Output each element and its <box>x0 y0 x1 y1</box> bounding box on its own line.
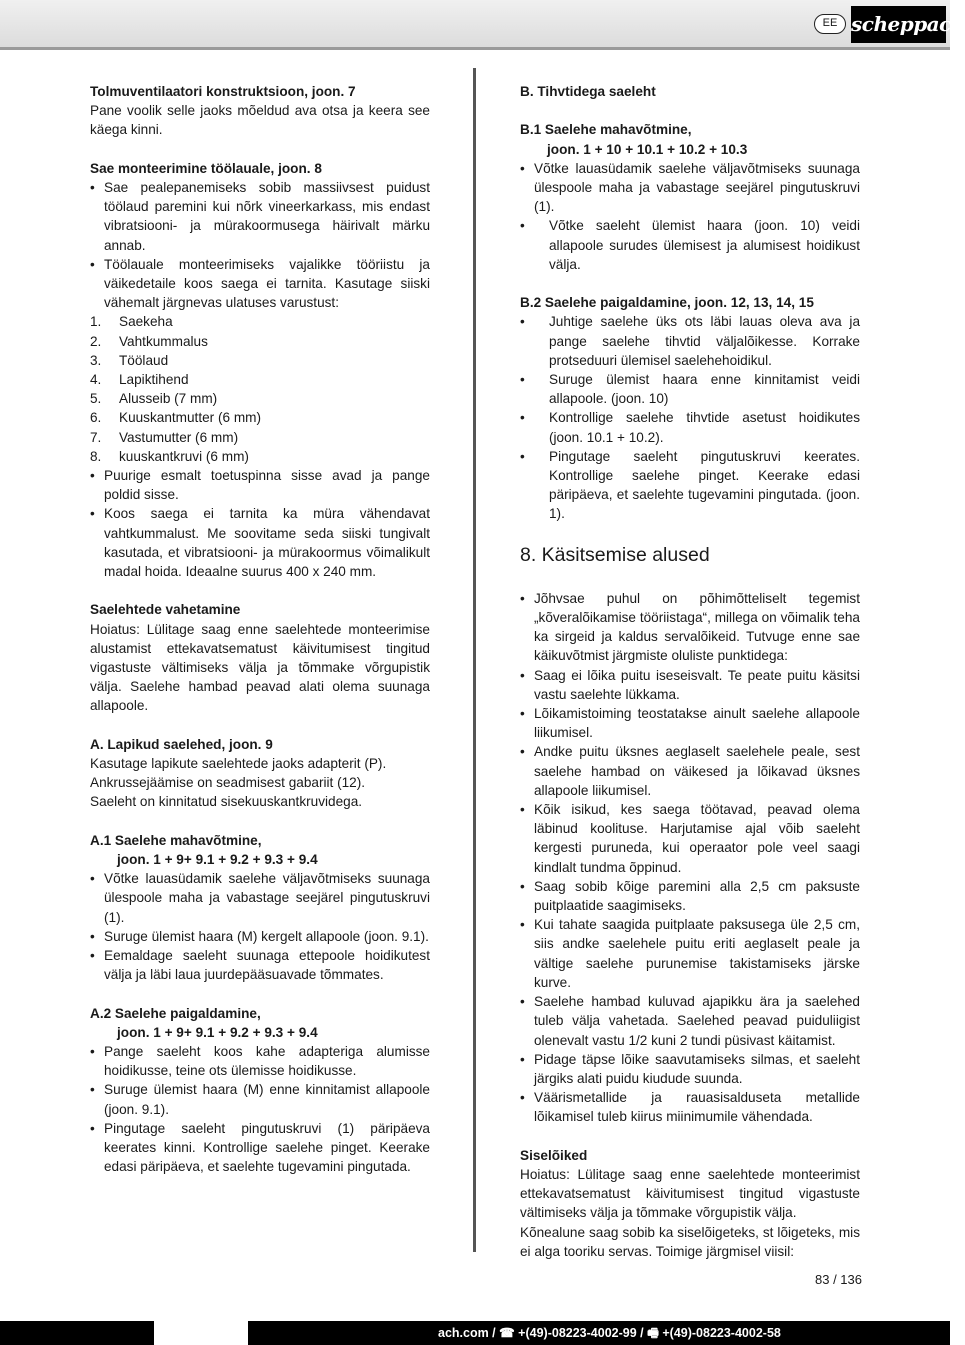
section-heading: Tolmuventilaatori konstruktsioon, joon. 7 <box>90 84 356 99</box>
bullet-item: • Võtke lauasüdamik saelehe väljavõtmiseks suunaga ülespoole maha ja vabastage seejärel pingutuskruvi (1). <box>90 869 430 927</box>
bullet-item: • Suruge ülemist haara enne kinnitamist veidi allapoole. (joon. 10) <box>520 370 860 408</box>
list-item <box>90 370 430 389</box>
bullet-list <box>520 159 860 217</box>
bullet-list <box>520 312 860 523</box>
section-heading: B. Tihvtidega saeleht <box>520 84 656 99</box>
bullet-item: • Eemaldage saeleht suunaga ettepoole hoidikutest välja ja läbi laua juurdepääsuavade tõmmates. <box>90 946 430 984</box>
bullet-item: • Suruge ülemist haara (M) kergelt allapoole (joon. 9.1). <box>90 927 430 946</box>
page-number: 83 / 136 <box>815 1272 862 1287</box>
bullet-item: • Pidage täpse lõike saavutamiseks silmas, et saeleht järgiks alati puidu kiudude suunda. <box>520 1050 860 1088</box>
section-a1-removal <box>90 831 430 985</box>
bullet-item: • Kõik isikud, kes saega töötavad, peavad olema läbinud koolituse. Harjutamise ajal võib saeleht kergesti puruneda, kui operaator pole veel saagi kindlalt tundma õppinud. <box>520 800 860 877</box>
section-mounting <box>90 159 430 581</box>
paragraph: Kõnealune saag sobib ka siselõigeteks, st lõigeteks, mis ei alga tooriku servas. Toimige järgmisel viisil: <box>520 1224 860 1259</box>
bullet-item: • Lõikamistoiming teostatakse ainult saelehe allapoole liikumisel. <box>520 704 860 742</box>
list-text: kuuskantkruvi (6 mm) <box>119 448 249 464</box>
section-flat-blades <box>90 735 430 812</box>
section-heading: Sae monteerimine töölauale, joon. 8 <box>90 160 322 176</box>
list-item <box>90 428 430 447</box>
numbered-list <box>90 312 430 466</box>
section-subheading: joon. 1 + 9+ 9.1 + 9.2 + 9.3 + 9.4 <box>117 852 318 868</box>
list-text: Vahtkummalus <box>119 333 208 349</box>
footer-gap <box>154 1321 248 1345</box>
bullet-list <box>90 1042 430 1176</box>
bullet-item: • Saag sobib kõige paremini alla 2,5 cm paksuste puitplaatide saagimiseks. <box>520 877 860 915</box>
section-heading: A. Lapikud saelehed, joon. 9 <box>90 736 273 752</box>
bullet-list <box>90 178 430 312</box>
bullet-item: • Võtke saeleht ülemist haara (joon. 10) veidi allapoole surudes ülemisest ja alumisest hoidikust välja. <box>520 216 860 274</box>
paragraph-line: Kasutage lapikute saelehtede jaoks adapterit (P). <box>90 756 387 772</box>
bullet-item: • Pingutage saeleht pingutuskruvi (1) päripäeva keerates kinni. Kontrollige saelehe pinget. Keerake edasi päripäeva, et saelehte tugevamini pingutada. <box>90 1119 430 1177</box>
list-text: Kuuskantmutter (6 mm) <box>119 410 262 426</box>
footer-bar <box>0 1321 950 1345</box>
brand-logo: scheppach <box>851 6 946 43</box>
bullet-item: • Kontrollige saelehe tihvtide asetust hoidikutes (joon. 10.1 + 10.2). <box>520 408 860 446</box>
list-number: 4. <box>90 372 102 388</box>
bullet-item: • Juhtige saelehe üks ots läbi lauas oleva ava ja pange saelehe tihvtid väljalõikesse. Korrake protseduuri ülemisel saelehehoidikul. <box>520 312 860 370</box>
list-text: Töölaud <box>119 352 169 368</box>
list-item <box>90 447 430 466</box>
footer-contact: ach.com / ☎ +(49)-08223-4002-99 / 🖷 +(49)-08223-4002-58 <box>438 1326 781 1340</box>
section-blade-change <box>90 600 430 715</box>
section-pin-blades <box>520 82 860 101</box>
bullet-list <box>90 466 430 581</box>
bullet-item: • Suruge ülemist haara (M) enne kinnitamist allapoole (joon. 9.1). <box>90 1080 430 1118</box>
bullet-item: • Jõhvsae puhul on põhimõtteliselt tegemist „kõveralõikamise tööriistaga“, millega on võimalik teha ka sirgeid ja kaldus servalõikeid. Tutvuge enne sae käikuvõtmist järgmiste oluliste punktidega: <box>520 589 860 666</box>
list-number: 3. <box>90 352 102 368</box>
language-badge: EE <box>814 14 846 34</box>
section-heading: B.2 Saelehe paigaldamine, joon. 12, 13, 14, 15 <box>520 295 814 311</box>
list-number: 7. <box>90 429 102 445</box>
bullet-list <box>520 216 860 274</box>
bullet-item: • Saag ei lõika puitu iseseisvalt. Te peate puitu käsitsi vastu saelehte lükkama. <box>520 666 860 704</box>
section-heading: A.2 Saelehe paigaldamine, <box>90 1005 261 1021</box>
bullet-item: • Võtke lauasüdamik saelehe väljavõtmiseks suunaga ülespoole maha ja vabastage seejärel pingutuskruvi (1). <box>520 159 860 217</box>
list-number: 1. <box>90 314 102 330</box>
bullet-item: • Pingutage saeleht pingutuskruvi keerates. Kontrollige saelehe pinget. Keerake edasi päripäeva, et saelehte tugevamini pingutada. (joon. 1). <box>520 447 860 524</box>
paragraph-line: Ankrussejäämise on seadmisest gabariit (12). <box>90 775 366 791</box>
list-number: 6. <box>90 410 102 426</box>
chapter-title: 8. Käsitsemise alused <box>520 543 710 566</box>
section-heading: A.1 Saelehe mahavõtmine, <box>90 832 262 848</box>
paragraph-line: Saeleht on kinnitatud sisekuuskantkruvidega. <box>90 794 363 810</box>
list-number: 8. <box>90 448 102 464</box>
column-divider <box>473 68 476 1252</box>
section-dust-fan <box>90 82 430 140</box>
section-subheading: joon. 1 + 10 + 10.1 + 10.2 + 10.3 <box>547 141 748 157</box>
bullet-item: • Pange saeleht koos kahe adapteriga alumisse hoidikusse, teine ots ülemisse hoidikusse. <box>90 1042 430 1080</box>
bullet-item: • Töölauale monteerimiseks vajalikke tööriistu ja väikedetaile koos saega ei tarnita. Kasutage siiski vähemalt järgnevas ulatuses varustust: <box>90 255 430 313</box>
list-text: Lapiktihend <box>119 372 189 388</box>
section-basics <box>520 589 860 1127</box>
list-text: Vastumutter (6 mm) <box>119 429 239 445</box>
paragraph: Pane voolik selle jaoks mõeldud ava otsa ja keera see käega kinni. <box>90 103 430 138</box>
right-column <box>520 82 860 1280</box>
bullet-item: • Kui tahate saagida puitplaate paksusega üle 2,5 cm, siis andke saelehele puitu eriti aeglaselt peale ja vältige saelehe purunemise takistamiseks järske kurve. <box>520 915 860 992</box>
bullet-item: • Puurige esmalt toetuspinna sisse avad ja pange poldid sisse. <box>90 466 430 504</box>
bullet-list <box>520 589 860 1127</box>
bullet-item: • Andke puitu üksnes aeglaselt saelehele peale, sest saelehe hambad on väikesed ja lõikavad üksnes allapoole liikumisel. <box>520 742 860 800</box>
list-item <box>90 332 430 351</box>
list-item <box>90 351 430 370</box>
section-b1-removal <box>520 120 860 274</box>
section-heading: Saelehtede vahetamine <box>90 602 241 618</box>
paragraph: Hoiatus: Lülitage saag enne saelehtede monteerimise alustamist ettekavatsematust käivitumisest tingitud vigastuste vältimiseks välja ja tõmmake võrgupistik välja. Saelehe hambad peavad alati olema suunaga allapoole. <box>90 621 430 714</box>
bullet-item: • Sae pealepanemiseks sobib massiivsest puidust töölaud paremini kui nõrk vineerkarkass, mis endast vibratsiooni- ja mürakoormusega häirivalt märku annab. <box>90 178 430 255</box>
list-item <box>90 312 430 331</box>
list-number: 5. <box>90 391 102 407</box>
bullet-item: • Väärismetallide ja rauasisalduseta metallide lõikamisel tuleb kiirus miinimumile vähendada. <box>520 1088 860 1126</box>
left-column <box>90 82 430 1196</box>
section-heading: Siselõiked <box>520 1147 588 1163</box>
section-a2-install <box>90 1004 430 1177</box>
list-item <box>90 408 430 427</box>
paragraph: Hoiatus: Lülitage saag enne saelehtede monteerimist ettekavatsematust käivitumisest tingitud vigastuste vältimiseks välja ja tõmmake võrgupistik välja. <box>520 1166 860 1221</box>
header-bar <box>0 0 965 50</box>
section-inner-cuts <box>520 1146 860 1261</box>
bullet-item: • Koos saega ei tarnita ka müra vähendavat vahtkummalust. Me soovitame seda siiski tungivalt kasutada, et vibratsiooni- ja mürakoormus võimalikult madal hoida. Ideaalne suurus 400 x 240 mm. <box>90 504 430 581</box>
section-subheading: joon. 1 + 9+ 9.1 + 9.2 + 9.3 + 9.4 <box>117 1024 318 1040</box>
section-heading: B.1 Saelehe mahavõtmine, <box>520 122 692 138</box>
list-number: 2. <box>90 333 102 349</box>
list-text: Saekeha <box>119 314 173 330</box>
bullet-item: • Saelehe hambad kuluvad ajapikku ära ja saelehed tuleb välja vahetada. Saelehed peavad puiduliigist olenevalt vastu 1/2 kuni 2 tundi püsivast käitamist. <box>520 992 860 1050</box>
list-item <box>90 389 430 408</box>
list-text: Alusseib (7 mm) <box>119 391 218 407</box>
bullet-list <box>90 869 430 984</box>
section-b2-install <box>520 293 860 523</box>
